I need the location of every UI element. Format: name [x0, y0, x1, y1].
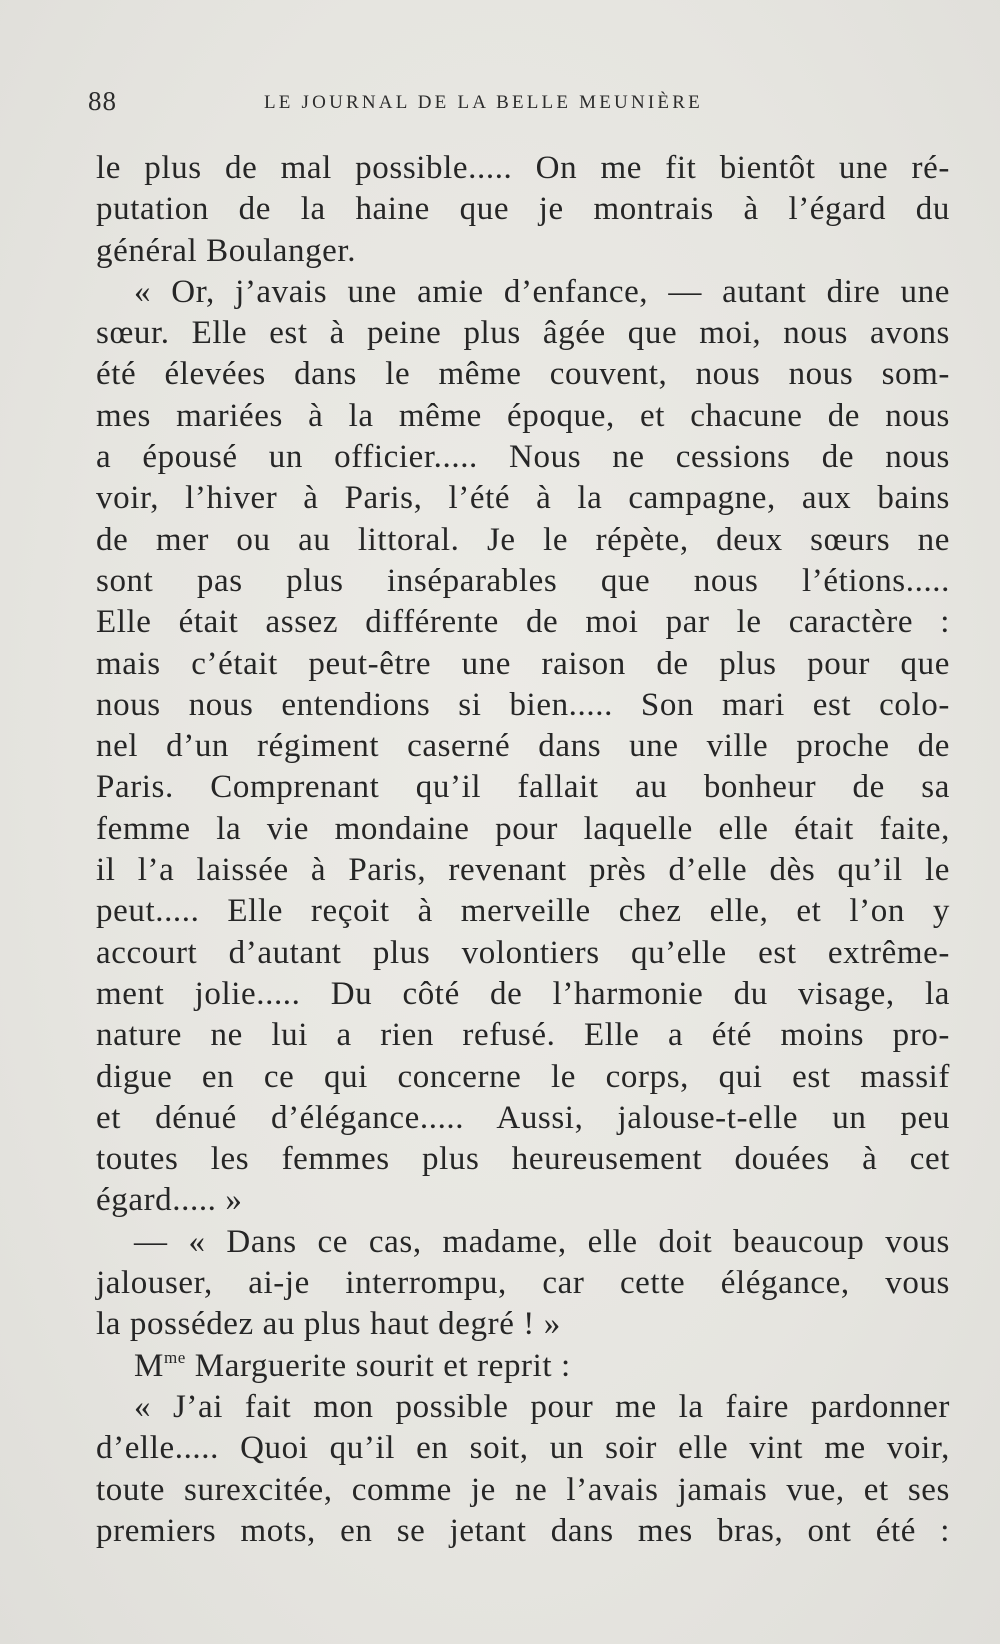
text-line: toutes les femmes plus heureusement douées à cet	[96, 1141, 950, 1178]
text-line: — « Dans ce cas, madame, elle doit beaucoup vous	[134, 1223, 950, 1260]
text-line: voir, l’hiver à Paris, l’été à la campagne, aux bains	[96, 480, 950, 517]
text-line: « Or, j’avais une amie d’enfance, — autant dire une	[134, 273, 950, 310]
text-line: de mer ou au littoral. Je le répète, deux sœurs ne	[96, 521, 950, 558]
body-text	[96, 148, 950, 1552]
text-line: la possédez au plus haut degré ! »	[96, 1306, 561, 1343]
text-line: digue en ce qui concerne le corps, qui est massif	[96, 1058, 950, 1095]
text-line: nature ne lui a rien refusé. Elle a été moins pro-	[96, 1017, 950, 1054]
text-line: ment jolie..... Du côté de l’harmonie du visage, la	[96, 975, 950, 1012]
text-line: mes mariées à la même époque, et chacune de nous	[96, 397, 950, 434]
text-line: accourt d’autant plus volontiers qu’elle est extrême-	[96, 934, 950, 971]
running-head	[88, 86, 944, 126]
text-line: sont pas plus inséparables que nous l’étions.....	[96, 562, 950, 599]
text-line: peut..... Elle reçoit à merveille chez elle, et l’on y	[96, 893, 950, 930]
text-line: Elle était assez différente de moi par le caractère :	[96, 604, 950, 641]
text-line: putation de la haine que je montrais à l’égard du	[96, 191, 950, 228]
text-line-rest: Marguerite sourit et reprit :	[185, 1347, 571, 1384]
text-line: premiers mots, en se jetant dans mes bras, ont été :	[96, 1512, 950, 1549]
text-line: mais c’était peut-être une raison de plus pour que	[96, 645, 950, 682]
text-line: Paris. Comprenant qu’il fallait au bonheur de sa	[96, 769, 950, 806]
text-line: a épousé un officier..... Nous ne cessions de nous	[96, 439, 950, 476]
text-line: il l’a laissée à Paris, revenant près d’elle dès qu’il le	[96, 852, 950, 889]
page-number: 88	[88, 86, 117, 116]
text-line: femme la vie mondaine pour laquelle elle était faite,	[96, 810, 950, 847]
text-line: « J’ai fait mon possible pour me la faire pardonner	[134, 1388, 950, 1425]
text-line: jalouser, ai-je interrompu, car cette élégance, vous	[96, 1265, 950, 1302]
text-line: nous nous entendions si bien..... Son mari est colo-	[96, 686, 950, 723]
running-title: LE JOURNAL DE LA BELLE MEUNIÈRE	[264, 92, 703, 113]
text-line: toute surexcitée, comme je ne l’avais jamais vue, et ses	[96, 1471, 950, 1508]
text-line: nel d’un régiment caserné dans une ville proche de	[96, 728, 950, 765]
abbrev-superscript: me	[163, 1347, 186, 1367]
text-line: d’elle..... Quoi qu’il en soit, un soir elle vint me voir,	[96, 1430, 950, 1467]
text-line: et dénué d’élégance..... Aussi, jalouse-t-elle un peu	[96, 1099, 950, 1136]
text-line: le plus de mal possible..... On me fit bientôt une ré-	[96, 150, 950, 186]
abbrev-m: M	[134, 1347, 164, 1384]
text-line-madame	[96, 1346, 950, 1387]
text-line: été élevées dans le même couvent, nous nous som-	[96, 356, 950, 393]
text-line: égard..... »	[96, 1182, 243, 1219]
text-line: sœur. Elle est à peine plus âgée que moi, nous avons	[96, 315, 950, 352]
text-line: général Boulanger.	[96, 232, 357, 269]
